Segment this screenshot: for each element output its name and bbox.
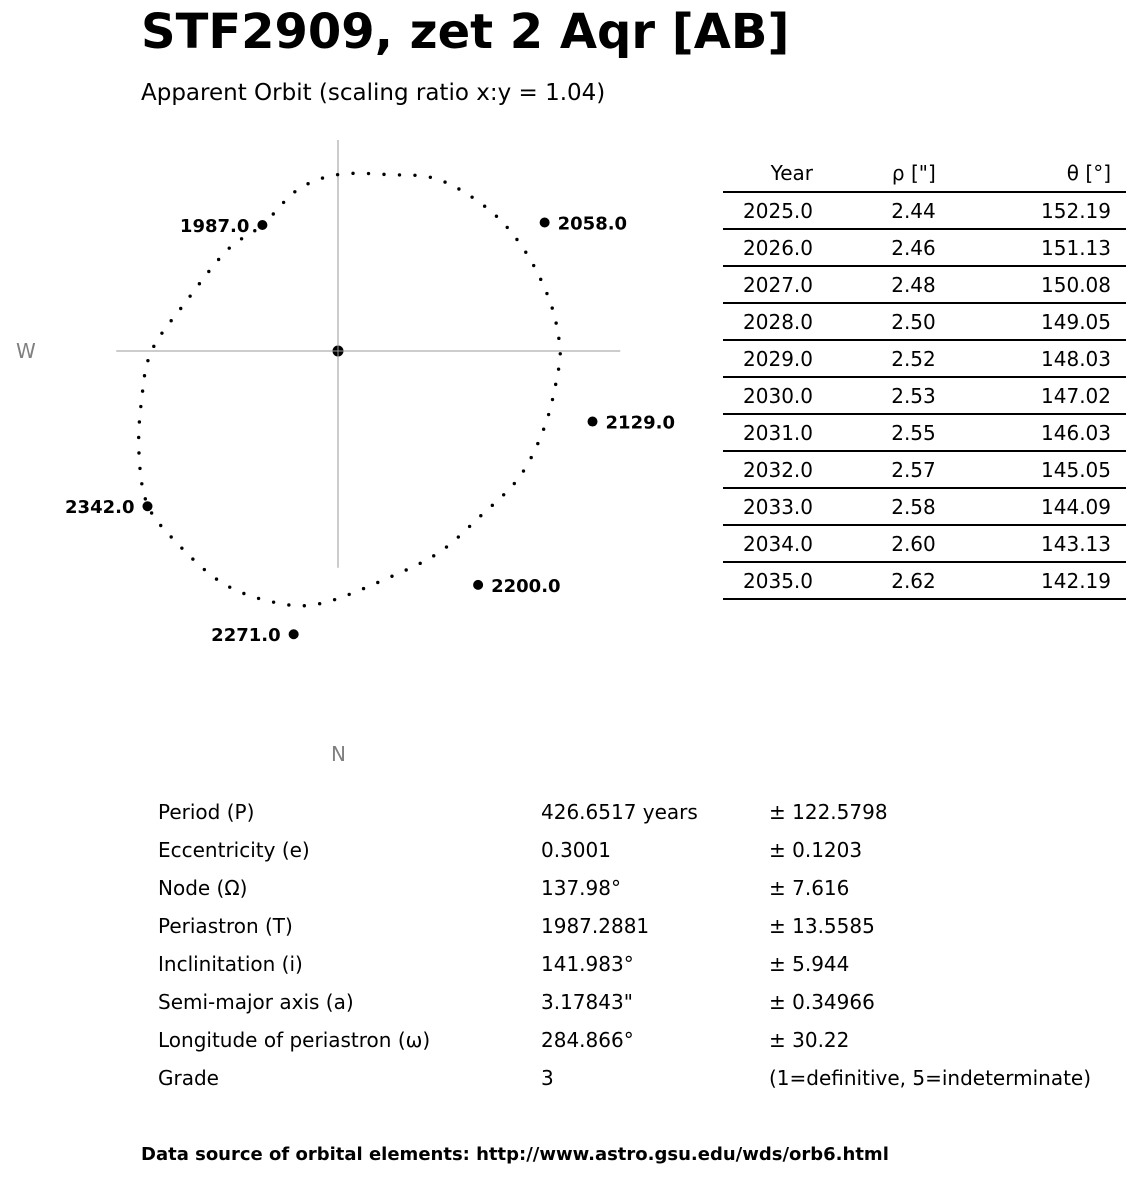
ephemeris-year-cell: 2033.0 <box>723 488 828 525</box>
orbit-dot <box>140 482 143 485</box>
ephemeris-rho-cell: 2.44 <box>828 192 951 229</box>
orbit-dot <box>376 581 379 584</box>
orbit-dot <box>169 319 172 322</box>
element-value: 0.3001 <box>541 838 611 862</box>
element-value: 3 <box>541 1066 554 1090</box>
orbit-dot <box>554 321 557 324</box>
epoch-marker <box>257 220 267 230</box>
orbit-dot <box>491 504 494 507</box>
orbit-dot <box>257 597 260 600</box>
element-row <box>150 793 1099 831</box>
ephemeris-year-cell: 2031.0 <box>723 414 828 451</box>
orbit-dot <box>539 278 542 281</box>
orbit-dot <box>152 345 155 348</box>
ephemeris-row <box>723 303 1126 340</box>
orbit-dot <box>137 451 140 454</box>
page-title: STF2909, zet 2 Aqr [AB] <box>141 4 790 60</box>
ephemeris-theta-cell: 142.19 <box>951 562 1126 599</box>
orbit-dot <box>138 420 141 423</box>
ephemeris-row <box>723 451 1126 488</box>
orbit-dot <box>479 514 482 517</box>
orbit-dot <box>180 546 183 549</box>
epoch-marker <box>588 417 598 427</box>
orbit-dot <box>382 173 385 176</box>
element-value: 141.983° <box>541 952 634 976</box>
element-name: Longitude of periastron (ω) <box>158 1028 431 1052</box>
orbit-dot <box>506 226 509 229</box>
orbit-dot <box>159 524 162 527</box>
element-row <box>150 1021 1099 1059</box>
north-label: N <box>331 742 346 766</box>
orbit-dot <box>207 270 210 273</box>
orbit-dot <box>191 557 194 560</box>
orbit-dot <box>457 187 460 190</box>
ephemeris-rho-cell: 2.50 <box>828 303 951 340</box>
ephemeris-rho-cell: 2.58 <box>828 488 951 525</box>
orbital-elements-table <box>150 793 1099 1097</box>
element-error: (1=definitive, 5=indeterminate) <box>769 1066 1092 1090</box>
orbit-dot <box>390 575 393 578</box>
orbit-dot <box>318 602 321 605</box>
orbit-dot <box>351 172 354 175</box>
element-name: Grade <box>158 1066 219 1090</box>
ephemeris-year-cell: 2028.0 <box>723 303 828 340</box>
orbit-dot <box>522 469 525 472</box>
ephemeris-year-cell: 2029.0 <box>723 340 828 377</box>
epoch-label: 2342.0 <box>65 497 135 519</box>
orbit-dot <box>432 554 435 557</box>
orbit-dot <box>502 493 505 496</box>
ephemeris-theta-cell: 144.09 <box>951 488 1126 525</box>
orbit-dot <box>240 237 243 240</box>
orbit-dot <box>495 215 498 218</box>
ephemeris-body <box>723 192 1126 599</box>
orbit-dot <box>336 173 339 176</box>
ephemeris-row <box>723 229 1126 266</box>
orbit-dot <box>524 250 527 253</box>
ephemeris-theta-cell: 146.03 <box>951 414 1126 451</box>
ephemeris-rho-cell: 2.52 <box>828 340 951 377</box>
element-error: ± 7.616 <box>769 876 850 900</box>
page-subtitle: Apparent Orbit (scaling ratio x:y = 1.04) <box>141 80 606 106</box>
ephemeris-rho-cell: 2.62 <box>828 562 951 599</box>
orbit-dot <box>542 428 545 431</box>
orbit-dot <box>418 562 421 565</box>
element-error: ± 122.5798 <box>769 800 888 824</box>
ephemeris-theta-cell: 147.02 <box>951 377 1126 414</box>
orbit-dot <box>138 467 141 470</box>
epoch-label: 2200.0 <box>491 575 561 597</box>
ephemeris-theta-cell: 151.13 <box>951 229 1126 266</box>
orbit-dot <box>141 389 144 392</box>
ephemeris-theta-cell: 145.05 <box>951 451 1126 488</box>
epoch-marker <box>142 501 152 511</box>
orbit-dot <box>536 442 539 445</box>
orbit-dot <box>470 195 473 198</box>
orbit-dot <box>404 568 407 571</box>
orbit-dot <box>443 180 446 183</box>
ephemeris-rho-cell: 2.53 <box>828 377 951 414</box>
orbit-dot <box>547 413 550 416</box>
ephemeris-rho-cell: 2.55 <box>828 414 951 451</box>
ephemeris-year-cell: 2034.0 <box>723 525 828 562</box>
orbit-dot <box>144 497 147 500</box>
axes-layer <box>116 140 620 568</box>
element-value: 3.17843" <box>541 990 633 1014</box>
orbit-dot <box>282 201 285 204</box>
orbit-dot <box>242 592 245 595</box>
element-error: ± 0.1203 <box>769 838 863 862</box>
data-source-note: Data source of orbital elements: http://www.astro.gsu.edu/wds/orb6.html <box>141 1144 889 1165</box>
orbit-dot <box>532 264 535 267</box>
ephemeris-header-row <box>723 155 1126 192</box>
orbit-dot <box>551 306 554 309</box>
element-error: ± 30.22 <box>769 1028 850 1052</box>
ephemeris-row <box>723 192 1126 229</box>
epoch-marker <box>540 217 550 227</box>
orbit-dot <box>179 307 182 310</box>
epoch-label: 2058.0 <box>557 213 628 235</box>
ephemeris-theta-cell: 148.03 <box>951 340 1126 377</box>
epoch-marker <box>289 629 299 639</box>
orbit-dot <box>203 568 206 571</box>
orbit-dot <box>398 173 401 176</box>
ephemeris-rho-cell: 2.57 <box>828 451 951 488</box>
ephemeris-theta-cell: 150.08 <box>951 266 1126 303</box>
ephemeris-rho-cell: 2.48 <box>828 266 951 303</box>
orbit-dot <box>513 482 516 485</box>
orbit-dot <box>457 535 460 538</box>
orbit-dot <box>321 176 324 179</box>
orbit-dot <box>272 212 275 215</box>
ephemeris-row <box>723 562 1126 599</box>
element-value: 426.6517 years <box>541 800 698 824</box>
element-error: ± 13.5585 <box>769 914 875 938</box>
element-row <box>150 945 1099 983</box>
ephemeris-rho-cell: 2.46 <box>828 229 951 266</box>
orbit-dot <box>306 182 309 185</box>
epoch-label: 2271.0 <box>211 625 281 647</box>
orbit-dot <box>559 352 562 355</box>
orbit-dot <box>445 545 448 548</box>
orbit-dot <box>160 331 163 334</box>
ephemeris-row <box>723 488 1126 525</box>
element-error: ± 5.944 <box>769 952 850 976</box>
element-name: Period (P) <box>158 800 255 824</box>
element-name: Inclinitation (i) <box>158 952 303 976</box>
ephemeris-row <box>723 377 1126 414</box>
orbit-dot <box>545 292 548 295</box>
orbit-dot <box>483 205 486 208</box>
orbit-dot <box>347 593 350 596</box>
ephemeris-year-cell: 2032.0 <box>723 451 828 488</box>
orbit-dot <box>429 176 432 179</box>
ephemeris-year-cell: 2027.0 <box>723 266 828 303</box>
element-value: 1987.2881 <box>541 914 650 938</box>
ephemeris-row <box>723 414 1126 451</box>
orbit-dot <box>362 587 365 590</box>
ephemeris-header-year: Year <box>723 155 828 192</box>
orbit-dot <box>551 398 554 401</box>
epoch-marks-layer <box>65 213 675 646</box>
orbit-dot <box>137 436 140 439</box>
ephemeris-rho-cell: 2.60 <box>828 525 951 562</box>
element-value: 137.98° <box>541 876 621 900</box>
element-name: Periastron (T) <box>158 914 293 938</box>
element-row <box>150 983 1099 1021</box>
ephemeris-year-cell: 2030.0 <box>723 377 828 414</box>
ephemeris-row <box>723 340 1126 377</box>
orbit-dot <box>557 367 560 370</box>
orbit-dot <box>253 229 256 232</box>
orbit-plot <box>0 140 700 780</box>
orbit-dot <box>287 603 290 606</box>
element-name: Eccentricity (e) <box>158 838 310 862</box>
ephemeris-header-rho: ρ ["] <box>828 155 951 192</box>
orbital-elements-body <box>150 793 1099 1097</box>
orbit-dot <box>367 172 370 175</box>
orbit-dot <box>529 456 532 459</box>
element-name: Semi-major axis (a) <box>158 990 354 1014</box>
element-value: 284.866° <box>541 1028 634 1052</box>
orbit-dot <box>228 246 231 249</box>
orbit-dot <box>272 600 275 603</box>
ephemeris-theta-cell: 149.05 <box>951 303 1126 340</box>
ephemeris-table <box>723 155 1126 600</box>
orbit-dot <box>333 598 336 601</box>
orbit-dot <box>139 405 142 408</box>
orbit-dot <box>217 258 220 261</box>
orbit-dot <box>413 174 416 177</box>
ephemeris-header-theta: θ [°] <box>951 155 1126 192</box>
element-row <box>150 1059 1099 1097</box>
ephemeris-row <box>723 266 1126 303</box>
ephemeris-theta-cell: 143.13 <box>951 525 1126 562</box>
epoch-marker <box>473 580 483 590</box>
orbit-dot <box>554 383 557 386</box>
element-error: ± 0.34966 <box>769 990 875 1014</box>
orbit-dot <box>515 238 518 241</box>
orbit-dot <box>215 577 218 580</box>
element-row <box>150 831 1099 869</box>
ephemeris-year-cell: 2035.0 <box>723 562 828 599</box>
orbit-dot <box>557 337 560 340</box>
orbit-dot <box>146 359 149 362</box>
element-name: Node (Ω) <box>158 876 248 900</box>
element-row <box>150 869 1099 907</box>
orbit-dot <box>143 374 146 377</box>
ephemeris-year-cell: 2025.0 <box>723 192 828 229</box>
orbit-dot <box>303 604 306 607</box>
orbit-dot <box>468 525 471 528</box>
orbit-dot <box>150 511 153 514</box>
orbit-dot <box>188 294 191 297</box>
ephemeris-row <box>723 525 1126 562</box>
element-row <box>150 907 1099 945</box>
west-label: W <box>16 339 36 363</box>
orbit-dot <box>198 282 201 285</box>
orbit-dot <box>228 585 231 588</box>
orbit-dot <box>293 190 296 193</box>
epoch-label: 1987.0 <box>179 216 250 237</box>
epoch-label: 2129.0 <box>605 412 675 434</box>
orbit-dot <box>169 535 172 538</box>
ephemeris-year-cell: 2026.0 <box>723 229 828 266</box>
ephemeris-theta-cell: 152.19 <box>951 192 1126 229</box>
